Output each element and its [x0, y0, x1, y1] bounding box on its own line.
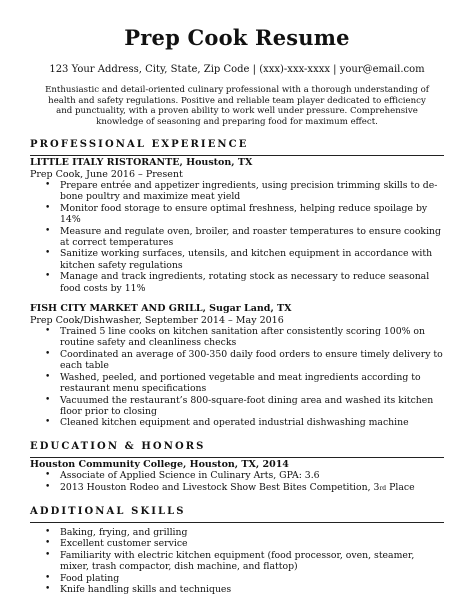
list-item — [45, 481, 444, 494]
list-item-text: Measure and regulate oven, broiler, and roaster temperatures to ensure cooking at correct temperatures — [60, 225, 441, 249]
section-divider — [30, 155, 444, 156]
bullet-icon: • — [45, 394, 51, 405]
bullet-icon: • — [45, 248, 51, 259]
list-item — [45, 417, 444, 429]
bullet-icon: • — [45, 527, 51, 538]
bullet-icon: • — [45, 202, 51, 213]
list-item-text: Washed, peeled, and portioned vegetable and meat ingredients according to restaurant menu specifications — [60, 371, 421, 395]
list-item-text: Food plating — [60, 572, 120, 584]
bullet-icon: • — [45, 538, 51, 549]
skills-bullet-list — [30, 527, 444, 595]
list-item — [45, 572, 444, 584]
list-item-text: Excellent customer service — [60, 538, 188, 550]
list-item-text: 2013 Houston Rodeo and Livestock Show Best Bites Competition, 3 — [60, 481, 380, 493]
education-bullet-list — [30, 470, 444, 494]
list-item-text: Vacuumed the restaurant’s 800-square-foot dining area and washed its kitchen floor prior to closing — [60, 394, 434, 417]
bullet-icon: • — [45, 470, 51, 481]
list-item-text: Knife handling skills and techniques — [60, 584, 232, 596]
place-label: Place — [386, 481, 415, 493]
list-item — [45, 538, 444, 550]
list-item — [45, 394, 444, 418]
list-item-text: Monitor food storage to ensure optimal freshness, helping reduce spoilage by 14% — [60, 202, 428, 226]
section-title-experience: PROFESSIONAL EXPERIENCE — [30, 139, 249, 150]
job-role-dates: Prep Cook, June 2016 – Present — [30, 168, 183, 180]
list-item — [45, 549, 444, 573]
job-entry — [30, 157, 444, 294]
ordinal-suffix: rd — [379, 484, 387, 492]
list-item-text: Familiarity with electric kitchen equipment (food processor, oven, steamer, mixer, trash compactor, dish machine, and flattop) — [60, 549, 415, 573]
job-bullet-list — [30, 326, 444, 429]
bullet-icon: • — [45, 225, 51, 236]
list-item — [45, 180, 444, 203]
bullet-icon: • — [45, 417, 51, 428]
list-item — [45, 271, 444, 294]
contact-line: 123 Your Address, City, State, Zip Code | (xxx)-xxx-xxxx | your@email.com — [49, 64, 425, 75]
list-item-text: Trained 5 line cooks on kitchen sanitation after consistently scoring 100% on routine safety and cleanliness checks — [60, 326, 425, 349]
list-item — [45, 527, 444, 539]
list-item — [45, 348, 444, 372]
list-item-text: Cleaned kitchen equipment and operated industrial dishwashing machine — [60, 417, 409, 429]
list-item-text: Associate of Applied Science in Culinary Arts, GPA: 3.6 — [60, 470, 320, 482]
bullet-icon: • — [45, 326, 51, 337]
bullet-icon: • — [45, 180, 51, 190]
list-item — [45, 584, 444, 596]
bullet-icon: • — [45, 584, 51, 595]
list-item — [45, 248, 444, 271]
section-divider — [30, 457, 444, 458]
list-item-text: Coordinated an average of 300-350 daily food orders to ensure timely delivery to each table — [60, 348, 443, 372]
bullet-icon: • — [45, 371, 51, 382]
job-role-dates: Prep Cook/Dishwasher, September 2014 – May 2016 — [30, 314, 284, 326]
list-item-text: Prepare entrée and appetizer ingredients, using precision trimming skills to de-bone poultry and maximize meat yield — [60, 180, 438, 203]
bullet-icon: • — [45, 572, 51, 583]
resume-title: Prep Cook Resume — [124, 25, 350, 50]
section-title-education: EDUCATION & HONORS — [30, 440, 206, 452]
bullet-icon: • — [45, 348, 51, 359]
list-item — [45, 202, 444, 226]
list-item — [45, 225, 444, 249]
job-employer: FISH CITY MARKET AND GRILL, Sugar Land, TX — [30, 303, 292, 315]
job-bullet-list — [30, 180, 444, 294]
list-item — [45, 371, 444, 395]
list-item-text: Manage and track ingredients, rotating stock as necessary to reduce seasonal food costs by 11% — [60, 271, 430, 294]
school-name: Houston Community College, Houston, TX, 2014 — [30, 458, 289, 470]
job-entry — [30, 303, 444, 429]
list-item — [45, 326, 444, 349]
bullet-icon: • — [45, 271, 51, 282]
section-divider — [30, 522, 444, 523]
list-item-text: Baking, frying, and grilling — [60, 527, 188, 539]
bullet-icon: • — [45, 481, 51, 492]
list-item-text: Sanitize working surfaces, utensils, and kitchen equipment in accordance with kitchen safety regulations — [60, 248, 433, 271]
summary-paragraph: Enthusiastic and detail-oriented culinary professional with a thorough understanding of health and safety regulations. Positive and reliable team player dedicated to efficiency and punctuality, with a proven ability to work well under pressure. Comprehensive knowledge of seasoning and preparing food for maximum effect. — [45, 85, 429, 127]
job-employer: LITTLE ITALY RISTORANTE, Houston, TX — [30, 157, 253, 168]
bullet-icon: • — [45, 549, 51, 560]
list-item — [45, 470, 444, 482]
section-title-skills: ADDITIONAL SKILLS — [30, 506, 186, 518]
